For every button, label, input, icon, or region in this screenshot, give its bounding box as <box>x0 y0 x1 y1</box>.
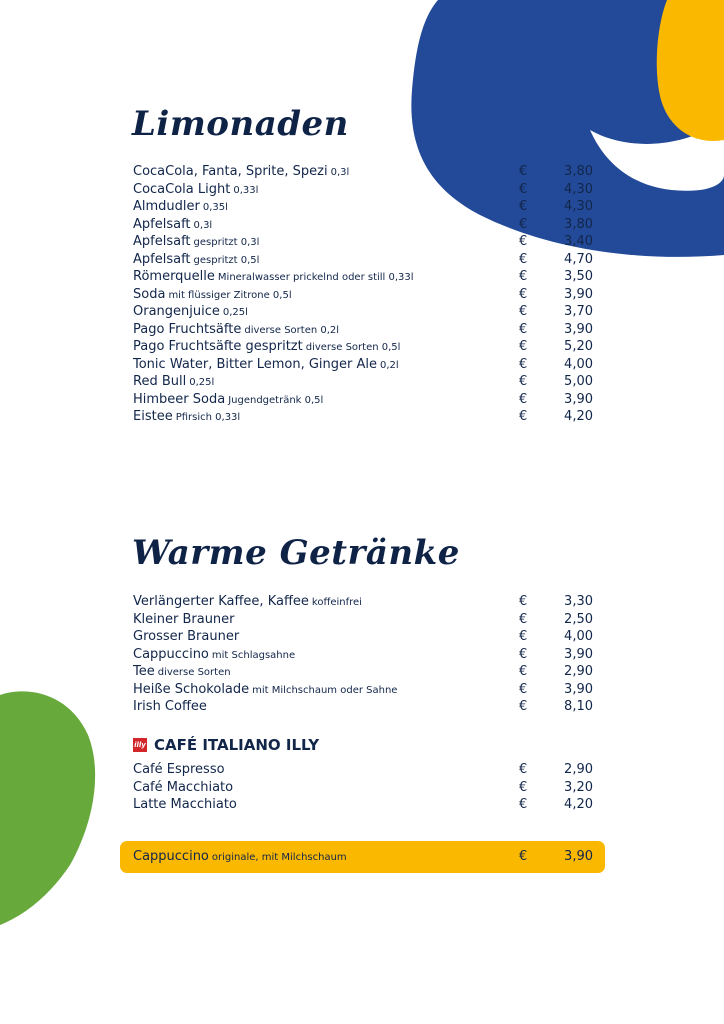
currency-symbol: € <box>519 699 528 714</box>
list-item <box>133 796 593 814</box>
currency-symbol: € <box>519 286 528 302</box>
currency-symbol: € <box>519 321 528 337</box>
item-price: 3,70 <box>564 304 593 319</box>
currency-symbol: € <box>519 181 528 197</box>
item-name: Eistee <box>133 409 173 424</box>
currency-symbol: € <box>519 374 528 389</box>
list-item <box>133 338 593 356</box>
item-note: 0,3l <box>330 167 350 178</box>
currency-symbol: € <box>519 234 528 249</box>
list-item <box>133 268 593 286</box>
list-item <box>133 779 593 797</box>
warme-getraenke-list <box>133 593 593 716</box>
item-note: 0,35l <box>202 202 228 213</box>
item-name: Apfelsaft <box>133 251 191 267</box>
item-note: 0,25l <box>189 377 215 388</box>
item-name: Apfelsaft <box>133 216 191 232</box>
item-name: Café Espresso <box>133 762 225 777</box>
item-name: Grosser Brauner <box>133 629 240 644</box>
item-price: 3,40 <box>564 234 593 249</box>
list-item <box>133 698 593 716</box>
item-price: 3,90 <box>564 849 593 864</box>
item-name: Latte Macchiato <box>133 797 237 812</box>
currency-symbol: € <box>519 797 528 812</box>
currency-symbol: € <box>519 356 528 372</box>
list-item <box>133 251 593 269</box>
list-item <box>133 408 593 426</box>
item-note: koffeinfrei <box>311 597 362 608</box>
section-title-limonaden: Limonaden <box>132 104 349 144</box>
item-name: Café Macchiato <box>133 779 234 795</box>
item-price: 4,70 <box>564 251 593 267</box>
list-item <box>133 233 593 251</box>
item-name: Römerquelle <box>133 269 215 284</box>
item-price: 3,80 <box>564 164 593 179</box>
yellow-blob-decoration <box>655 0 724 145</box>
currency-symbol: € <box>519 391 528 407</box>
item-price: 4,30 <box>564 199 593 214</box>
item-name: Almdudler <box>133 199 200 214</box>
limonaden-list <box>133 163 593 426</box>
list-item <box>133 163 593 181</box>
item-price: 3,90 <box>564 681 593 697</box>
item-price: 2,50 <box>564 611 593 627</box>
currency-symbol: € <box>519 594 528 609</box>
item-name: Irish Coffee <box>133 699 207 714</box>
item-price: 5,20 <box>564 339 593 354</box>
item-price: 2,90 <box>564 664 593 679</box>
item-price: 8,10 <box>564 699 593 714</box>
list-item <box>133 286 593 304</box>
item-price: 5,00 <box>564 374 593 389</box>
currency-symbol: € <box>519 681 528 697</box>
list-item <box>133 593 593 611</box>
currency-symbol: € <box>519 216 528 232</box>
item-name: Orangenjuice <box>133 304 220 319</box>
currency-symbol: € <box>519 629 528 644</box>
item-note: Pfirsich 0,33l <box>175 412 241 423</box>
item-name: Apfelsaft <box>133 234 191 249</box>
currency-symbol: € <box>519 164 528 179</box>
green-blob-decoration <box>0 690 100 930</box>
item-name: Pago Fruchtsäfte <box>133 321 242 337</box>
list-item <box>133 681 593 699</box>
item-price: 3,90 <box>564 286 593 302</box>
item-name: Tonic Water, Bitter Lemon, Ginger Ale <box>133 356 377 372</box>
item-note: Jugendgetränk 0,5l <box>228 394 324 406</box>
currency-symbol: € <box>519 199 528 214</box>
currency-symbol: € <box>519 646 528 662</box>
list-item <box>133 181 593 199</box>
item-price: 3,20 <box>564 779 593 795</box>
item-name: Kleiner Brauner <box>133 611 235 627</box>
item-note: mit flüssiger Zitrone 0,5l <box>168 289 292 301</box>
list-item <box>133 373 593 391</box>
item-price: 3,90 <box>564 646 593 662</box>
item-price: 4,30 <box>564 181 593 197</box>
item-name: Pago Fruchtsäfte gespritzt <box>133 339 303 354</box>
item-price: 2,90 <box>564 762 593 777</box>
currency-symbol: € <box>519 251 528 267</box>
currency-symbol: € <box>519 664 528 679</box>
currency-symbol: € <box>519 409 528 424</box>
item-note: 0,3l <box>193 219 213 231</box>
item-note: gespritzt 0,5l <box>193 254 260 266</box>
currency-symbol: € <box>519 269 528 284</box>
item-price: 4,00 <box>564 629 593 644</box>
highlight-cappuccino-bar <box>120 841 605 873</box>
currency-symbol: € <box>519 611 528 627</box>
item-price: 4,20 <box>564 797 593 812</box>
list-item <box>133 663 593 681</box>
item-note: originale, mit Milchschaum <box>211 852 347 863</box>
list-item <box>133 628 593 646</box>
item-name: Verlängerter Kaffee, Kaffee <box>133 594 309 609</box>
item-note: diverse Sorten 0,2l <box>244 324 340 336</box>
item-price: 3,80 <box>564 216 593 232</box>
list-item <box>133 391 593 409</box>
illy-logo-icon: illy <box>133 738 147 752</box>
currency-symbol: € <box>519 762 528 777</box>
item-price: 4,00 <box>564 356 593 372</box>
item-note: 0,33l <box>233 184 259 196</box>
item-name: Cappuccino <box>133 646 209 662</box>
illy-list <box>133 761 593 814</box>
item-name: CocaCola, Fanta, Sprite, Spezi <box>133 164 328 179</box>
currency-symbol: € <box>519 304 528 319</box>
item-name: Heiße Schokolade <box>133 681 250 697</box>
currency-symbol: € <box>519 779 528 795</box>
item-note: diverse Sorten 0,5l <box>305 342 401 353</box>
section-title-warme-getraenke: Warme Getränke <box>132 533 460 573</box>
item-name: Soda <box>133 286 166 302</box>
item-note: gespritzt 0,3l <box>193 237 260 248</box>
item-price: 3,90 <box>564 321 593 337</box>
list-item <box>133 216 593 234</box>
item-name: Red Bull <box>133 374 187 389</box>
item-price: 3,90 <box>564 391 593 407</box>
list-item <box>133 761 593 779</box>
item-name: CocaCola Light <box>133 181 231 197</box>
list-item <box>133 356 593 374</box>
currency-symbol: € <box>519 849 528 864</box>
item-note: 0,25l <box>222 307 248 318</box>
item-note: 0,2l <box>380 359 399 371</box>
item-note: diverse Sorten <box>157 667 231 678</box>
item-price: 3,50 <box>564 269 593 284</box>
list-item <box>133 303 593 321</box>
item-name: Cappuccino <box>133 849 209 864</box>
item-note: Mineralwasser prickelnd oder still 0,33l <box>217 272 414 283</box>
illy-section-header <box>133 735 319 755</box>
item-price: 4,20 <box>564 409 593 424</box>
highlight-item <box>133 848 593 866</box>
list-item <box>133 646 593 664</box>
illy-section-title: CAFÉ ITALIANO ILLY <box>154 736 320 754</box>
item-note: mit Milchschaum oder Sahne <box>252 684 398 696</box>
currency-symbol: € <box>519 339 528 354</box>
list-item <box>133 321 593 339</box>
item-price: 3,30 <box>564 594 593 609</box>
list-item <box>133 611 593 629</box>
item-name: Tee <box>133 664 155 679</box>
item-name: Himbeer Soda <box>133 391 226 407</box>
item-note: mit Schlagsahne <box>211 649 296 661</box>
list-item <box>133 198 593 216</box>
